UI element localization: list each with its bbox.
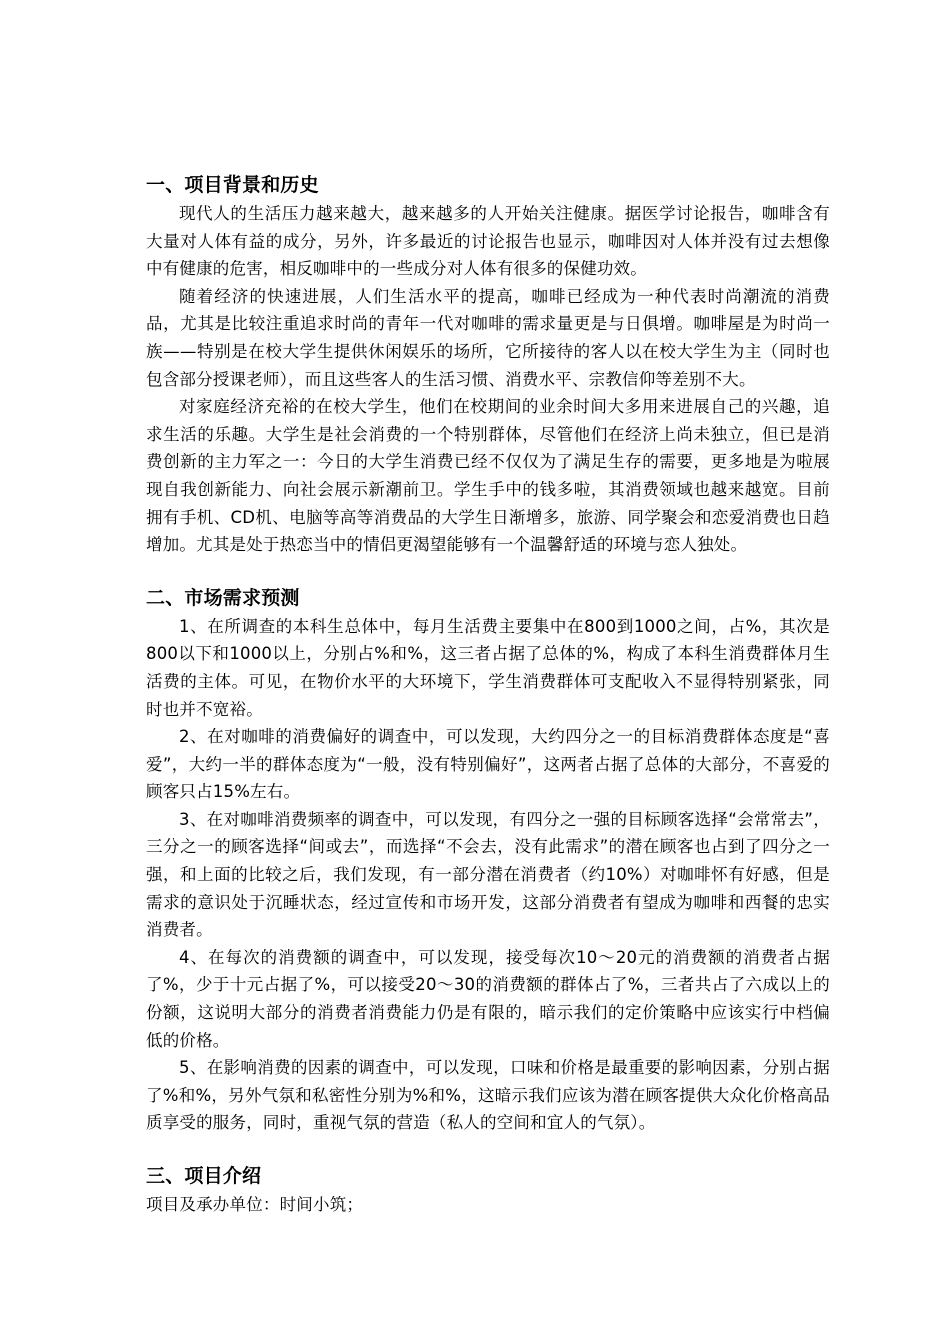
paragraph: 5、在影响消费的因素的调查中，可以发现，口味和价格是最重要的影响因素，分别占据了%和%，另外气氛和私密性分别为%和%，这暗示我们应该为潜在顾客提供大众化价格高品质享受的服务，同时，重视气氛的营造（私人的空间和宜人的气氛）。 bbox=[146, 1058, 830, 1133]
paragraph: 现代人的生活压力越来越大，越来越多的人开始关注健康。据医学讨论报告，咖啡含有大量对人体有益的成分，另外，许多最近的讨论报告也显示，咖啡因对人体并没有过去想像中有健康的危害，相反咖啡中的一些成分对人体有很多的保健功效。 bbox=[146, 204, 830, 279]
paragraph: 3、在对咖啡消费频率的调查中，可以发现，有四分之一强的目标顾客选择“会常常去”，三分之一的顾客选择“间或去”，而选择“不会去，没有此需求”的潜在顾客也占到了四分之一强，和上面的比较之后，我们发现，有一部分潜在消费者（约10%）对咖啡怀有好感，但是需求的意识处于沉睡状态，经过宣传和市场开发，这部分消费者有望成为咖啡和西餐的忠实消费者。 bbox=[146, 809, 830, 940]
document-page bbox=[146, 170, 830, 1219]
section-spacer bbox=[146, 1137, 830, 1161]
paragraph: 4、在每次的消费额的调查中，可以发现，接受每次10～20元的消费额的消费者占据了%，少于十元占据了%，可以接受20～30的消费额的群体占了%，三者共占了六成以上的份额，这说明大部分的消费者消费能力仍是有限的，暗示我们的定价策略中应该实行中档偏低的价格。 bbox=[146, 947, 830, 1050]
paragraph: 1、在所调查的本科生总体中，每月生活费主要集中在800到1000之间，占%，其次是800以下和1000以上，分别占%和%，这三者占据了总体的%，构成了本科生消费群体月生活费的主体。可见，在物价水平的大环境下，学生消费群体可支配收入不显得特别紧张，同时也并不宽裕。 bbox=[146, 616, 830, 719]
section-spacer bbox=[146, 559, 830, 583]
paragraph: 对家庭经济充裕的在校大学生，他们在校期间的业余时间大多用来进展自己的兴趣，追求生活的乐趣。大学生是社会消费的一个特别群体，尽管他们在经济上尚未独立，但已是消费创新的主力军之一：今日的大学生消费已经不仅仅为了满足生存的需要，更多地是为啦展现自我创新能力、向社会展示新潮前卫。学生手中的钱多啦，其消费领域也越来越宽。目前拥有手机、CD机、电脑等高等消费品的大学生日渐增多，旅游、同学聚会和恋爱消费也日趋增加。尤其是处于热恋当中的情侣更渴望能够有一个温馨舒适的环境与恋人独处。 bbox=[146, 397, 830, 555]
paragraph: 项目及承办单位：时间小筑； bbox=[146, 1195, 364, 1214]
section-heading-background: 一、项目背景和历史 bbox=[146, 174, 319, 196]
section-heading-market-demand: 二、市场需求预测 bbox=[146, 586, 300, 609]
section-heading-project-intro: 三、项目介绍 bbox=[146, 1165, 262, 1187]
paragraph: 2、在对咖啡的消费偏好的调查中，可以发现，大约四分之一的目标消费群体态度是“喜爱”，大约一半的群体态度为“一般，没有特别偏好”，这两者占据了总体的大部分，不喜爱的顾客只占15%左右。 bbox=[146, 727, 830, 802]
paragraph: 随着经济的快速进展，人们生活水平的提高，咖啡已经成为一种代表时尚潮流的消费品，尤其是比较注重追求时尚的青年一代对咖啡的需求量更是与日俱增。咖啡屋是为时尚一族——特别是在校大学生提供休闲娱乐的场所，它所接待的客人以在校大学生为主（同时也包含部分授课老师），而且这些客人的生活习惯、消费水平、宗教信仰等差别不大。 bbox=[146, 286, 830, 389]
